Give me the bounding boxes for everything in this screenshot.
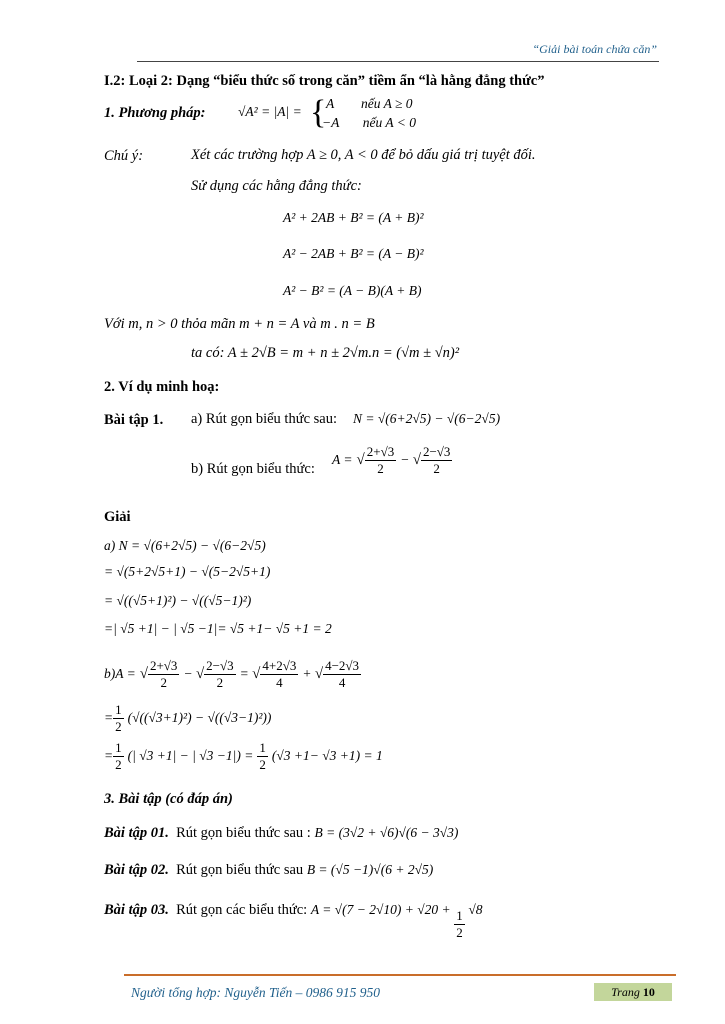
solution-b-line-2: = $\frac{1}{2}$ (√((√3+1)²) − √((√3−1)²)) [104, 702, 272, 734]
ta-co-line: ta có: A ± 2√B = m + n ± 2√m.n = (√m ± √n)² [191, 345, 460, 361]
solution-a-line-2: = √(5+2√5+1) − √(5−2√5+1) [104, 564, 271, 579]
exercises-heading: 3. Bài tập (có đáp án) [104, 791, 233, 807]
note-line-1: Xét các trường hợp A ≥ 0, A < 0 để bỏ dấu giá trị tuyệt đối. [191, 147, 536, 163]
exercise-01: Bài tập 01. Rút gọn biểu thức sau : B = (3√2 + √6)√(6 − 3√3) [104, 825, 459, 841]
solution-b-line-3: = $\frac{1}{2}$ (| √3 +1| − | √3 −1|) = $\frac{1}{2}$ (√3 +1− √3 +1) = 1 [104, 740, 383, 772]
solution-b-line-1: b)A = √ $\frac{2+√3}{2}$ − √ $\frac{2-√3}{2}$ = √ $\frac{4+2√3}{4}$ + √ $\frac{4-2√3}{4}$ [104, 658, 360, 690]
solution-label: Giải [104, 509, 131, 525]
exercise-1a-text: a) Rút gọn biểu thức sau: [191, 411, 337, 427]
identity-1: A² + 2AB + B² = (A + B)² [283, 210, 424, 225]
case-brace: { [310, 94, 327, 131]
identity-2: A² − 2AB + B² = (A − B)² [283, 246, 424, 261]
method-case-1: A nếu A ≥ 0 [326, 96, 413, 111]
examples-heading: 2. Ví dụ minh hoạ: [104, 379, 220, 395]
solution-a-line-1: a) N = √(6+2√5) − √(6−2√5) [104, 538, 266, 553]
exercise-1-label: Bài tập 1. [104, 412, 164, 428]
footer-rule [124, 974, 676, 976]
exercise-1a-formula: N = √(6+2√5) − √(6−2√5) [353, 411, 501, 426]
page-number-box [594, 983, 672, 1001]
header-rule [137, 61, 659, 62]
method-label: 1. Phương pháp: [104, 105, 206, 121]
page-number: 10 [642, 985, 655, 999]
solution-a-line-3: = √((√5+1)²) − √((√5−1)²) [104, 593, 252, 608]
exercise-02: Bài tập 02. Rút gọn biểu thức sau B = (√5 −1)√(6 + 2√5) [104, 862, 434, 878]
exercise-03: Bài tập 03. Rút gọn các biểu thức: A = √(7 − 2√10) + √20 + $\frac{1}{2}$ √8 [104, 902, 483, 940]
note-line-2: Sử dụng các hằng đẳng thức: [191, 178, 362, 194]
note-label: Chú ý: [104, 148, 144, 164]
method-formula-left: √A² = |A| = [238, 104, 302, 119]
identity-3: A² − B² = (A − B)(A + B) [283, 283, 422, 298]
section-heading: I.2: Loại 2: Dạng “biểu thức số trong căn” tiềm ẩn “là hằng đẳng thức” [104, 73, 545, 89]
running-header: “Giải bài toán chứa căn” [532, 42, 657, 56]
exercise-1b-text: b) Rút gọn biểu thức: [191, 461, 315, 477]
page-label: Trang [611, 985, 640, 999]
condition-line: Với m, n > 0 thỏa mãn m + n = A và m . n = B [104, 316, 375, 332]
solution-a-line-4: =| √5 +1| − | √5 −1|= √5 +1− √5 +1 = 2 [104, 621, 332, 636]
exercise-1b-formula: A = √ $\frac{2+√3}{2}$ − √ $\frac{2-√3}{2}$ [332, 444, 451, 476]
method-case-2: −A nếu A < 0 [322, 115, 416, 130]
footer-author: Người tổng hợp: Nguyễn Tiến – 0986 915 950 [131, 985, 381, 1000]
